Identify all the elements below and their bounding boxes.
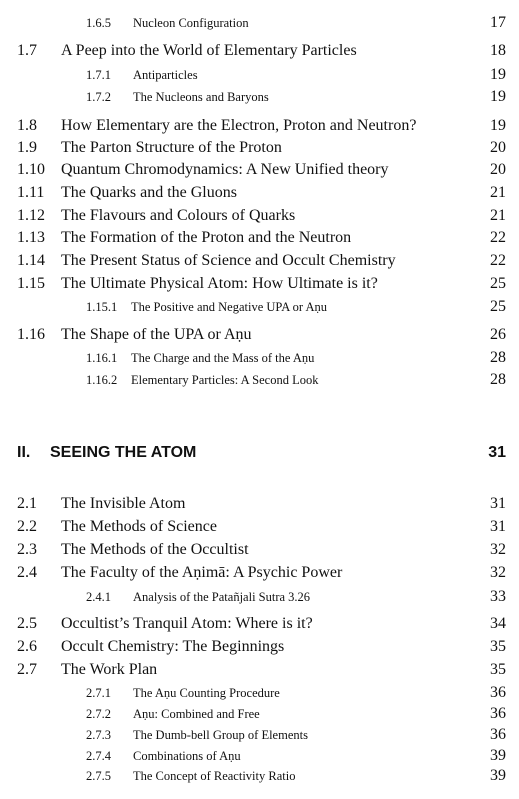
section-title: A Peep into the World of Elementary Particles	[61, 42, 357, 59]
section-title: How Elementary are the Electron, Proton and Neutron?	[61, 117, 417, 134]
section-number: 1.14	[17, 252, 45, 269]
page-number: 39	[490, 767, 506, 784]
section-number: 2.6	[17, 638, 37, 655]
section-number: 1.11	[17, 184, 45, 201]
section-title: The Methods of Science	[61, 518, 217, 535]
section-title: The Aṇu Counting Procedure	[133, 686, 280, 700]
section-number: 2.7.5	[86, 769, 111, 783]
page-number: 32	[490, 564, 506, 581]
section-title: The Quarks and the Gluons	[61, 184, 237, 201]
page-number: 28	[490, 349, 506, 366]
section-title: The Work Plan	[61, 661, 158, 678]
section-title: The Invisible Atom	[61, 495, 186, 512]
section-number: 2.4.1	[86, 590, 111, 604]
section-title: The Parton Structure of the Proton	[61, 139, 282, 156]
page-number: 39	[490, 747, 506, 764]
section-title: Nucleon Configuration	[133, 16, 249, 30]
page-number: 31	[490, 518, 506, 535]
page-number: 36	[490, 705, 506, 722]
section-title: The Concept of Reactivity Ratio	[133, 769, 296, 783]
page-number: 31	[490, 495, 506, 512]
page-number: 18	[490, 42, 506, 59]
section-number: 2.3	[17, 541, 37, 558]
page-number: 35	[490, 661, 506, 678]
page-number: 28	[490, 371, 506, 388]
section-title: Combinations of Aṇu	[133, 749, 241, 763]
section-title: The Charge and the Mass of the Aṇu	[131, 351, 315, 365]
section-title: The Methods of the Occultist	[61, 541, 249, 558]
page-number: 21	[490, 207, 506, 224]
section-title: The Ultimate Physical Atom: How Ultimate is it?	[61, 275, 378, 292]
section-number: 1.8	[17, 117, 37, 134]
section-title: The Positive and Negative UPA or Aṇu	[131, 300, 328, 314]
section-number: 2.7.4	[86, 749, 111, 763]
page-number: 20	[490, 139, 506, 156]
page-number: 34	[490, 615, 506, 632]
section-number: 1.15	[17, 275, 45, 292]
page-number: 19	[490, 117, 506, 134]
section-title: The Shape of the UPA or Aṇu	[61, 326, 252, 343]
section-number: 1.16	[17, 326, 45, 343]
section-title: The Formation of the Proton and the Neutron	[61, 229, 352, 246]
page-number: 36	[490, 684, 506, 701]
section-number: 1.7.1	[86, 68, 111, 82]
section-title: Analysis of the Patañjali Sutra 3.26	[133, 590, 311, 604]
section-title: Antiparticles	[133, 68, 198, 82]
page-number: 20	[490, 161, 506, 178]
page-number: 19	[490, 66, 506, 83]
section-number: 2.7.1	[86, 686, 111, 700]
page-number: 36	[490, 726, 506, 743]
section-number: 1.15.1	[86, 300, 118, 314]
chapter-title: SEEING THE ATOM	[50, 444, 197, 461]
section-title: The Dumb-bell Group of Elements	[133, 728, 308, 742]
section-number: 2.2	[17, 518, 37, 535]
page-number: 35	[490, 638, 506, 655]
page-number: 22	[490, 229, 506, 246]
section-title: Elementary Particles: A Second Look	[131, 373, 319, 387]
section-number: 2.7.2	[86, 707, 111, 721]
section-number: 1.7	[17, 42, 37, 59]
page-number: 25	[490, 298, 506, 315]
page-number: 26	[490, 326, 506, 343]
section-number: 2.1	[17, 495, 37, 512]
page-number: 19	[490, 88, 506, 105]
chapter-number: II.	[17, 444, 31, 461]
section-number: 2.4	[17, 564, 37, 581]
section-number: 2.5	[17, 615, 37, 632]
section-title: The Flavours and Colours of Quarks	[61, 207, 296, 224]
section-title: Quantum Chromodynamics: A New Unified theory	[61, 161, 389, 178]
section-title: The Nucleons and Baryons	[133, 90, 269, 104]
section-title: Occult Chemistry: The Beginnings	[61, 638, 285, 655]
section-number: 1.10	[17, 161, 45, 178]
section-number: 1.7.2	[86, 90, 111, 104]
section-number: 1.16.2	[86, 373, 118, 387]
page-number: 25	[490, 275, 506, 292]
section-number: 2.7	[17, 661, 37, 678]
section-number: 1.16.1	[86, 351, 118, 365]
section-number: 2.7.3	[86, 728, 111, 742]
page-number: 32	[490, 541, 506, 558]
section-number: 1.13	[17, 229, 45, 246]
section-number: 1.9	[17, 139, 37, 156]
section-title: The Faculty of the Aṇimā: A Psychic Power	[61, 564, 343, 581]
section-title: Occultist’s Tranquil Atom: Where is it?	[61, 615, 313, 632]
section-number: 1.12	[17, 207, 45, 224]
page-number: 22	[490, 252, 506, 269]
section-number: 1.6.5	[86, 16, 111, 30]
page-number: 31	[488, 444, 506, 461]
page-number: 33	[490, 588, 506, 605]
section-title: The Present Status of Science and Occult Chemistry	[61, 252, 396, 269]
page-number: 17	[490, 14, 506, 31]
section-title: Aṇu: Combined and Free	[133, 707, 260, 721]
page-number: 21	[490, 184, 506, 201]
